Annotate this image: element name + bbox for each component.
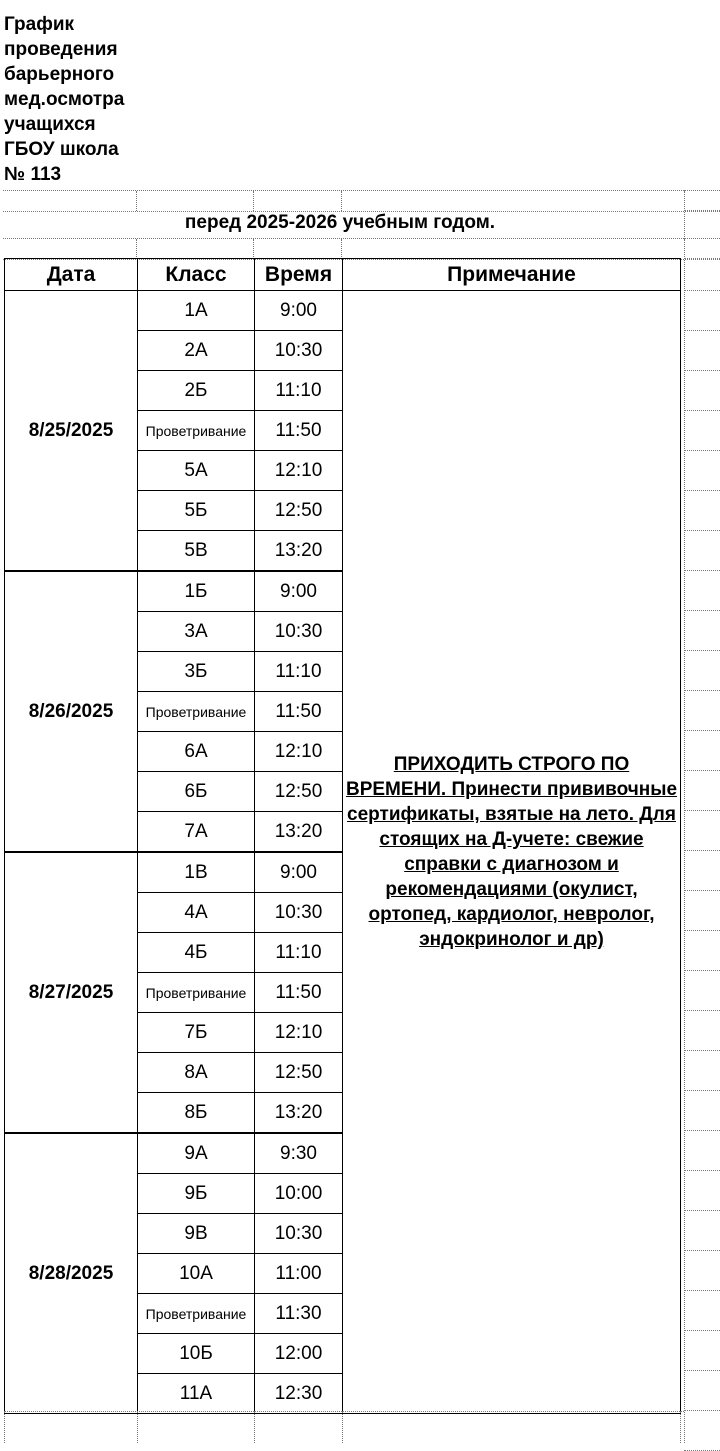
- spacer-row: [3, 238, 720, 260]
- class-cell: Проветривание: [138, 1294, 255, 1334]
- document-title: График проведения барьерного мед.осмотра учащихся ГБОУ школа № 113: [4, 14, 125, 185]
- class-cell: 6А: [138, 732, 255, 772]
- class-cell: 6Б: [138, 772, 255, 812]
- time-cell: 13:20: [255, 812, 343, 853]
- time-cell: 12:50: [255, 491, 343, 531]
- time-cell: 11:50: [255, 411, 343, 451]
- time-cell: 12:10: [255, 451, 343, 491]
- table-header-row: [5, 259, 681, 291]
- time-cell: 11:50: [255, 973, 343, 1013]
- column-header-time: Время: [255, 259, 343, 291]
- class-cell: Проветривание: [138, 692, 255, 732]
- class-cell: 1В: [138, 852, 255, 893]
- time-cell: 13:20: [255, 1093, 343, 1134]
- class-cell: 5А: [138, 451, 255, 491]
- class-cell: 8Б: [138, 1093, 255, 1134]
- class-cell: 8А: [138, 1053, 255, 1093]
- column-header-note: Примечание: [343, 259, 681, 291]
- class-cell: 9В: [138, 1214, 255, 1254]
- date-cell: 8/27/2025: [5, 852, 138, 1133]
- class-cell: 4Б: [138, 933, 255, 973]
- column-header-class: Класс: [138, 259, 255, 291]
- spacer-row: [3, 190, 720, 212]
- time-cell: 10:30: [255, 331, 343, 371]
- class-cell: 5В: [138, 531, 255, 572]
- time-cell: 9:00: [255, 571, 343, 612]
- time-cell: 12:50: [255, 1053, 343, 1093]
- time-cell: 11:10: [255, 652, 343, 692]
- note-cell: ПРИХОДИТЬ СТРОГО ПО ВРЕМЕНИ. Принести прививочные сертификаты, взятые на лето. Для стоящих на Д-учете: свежие справки с диагнозом и рекомендациями (окулист, ортопед, кардиолог, невролог, эндокринолог и др): [343, 291, 681, 1414]
- column-header-date: Дата: [5, 259, 138, 291]
- time-cell: 12:10: [255, 732, 343, 772]
- document-subtitle: перед 2025-2026 учебным годом.: [184, 212, 496, 233]
- time-cell: 13:20: [255, 531, 343, 572]
- time-cell: 10:30: [255, 612, 343, 652]
- time-cell: 11:00: [255, 1254, 343, 1294]
- time-cell: 11:10: [255, 933, 343, 973]
- class-cell: 7Б: [138, 1013, 255, 1053]
- class-cell: Проветривание: [138, 411, 255, 451]
- class-cell: 2Б: [138, 371, 255, 411]
- spare-column: [684, 190, 720, 1443]
- time-cell: 12:30: [255, 1374, 343, 1414]
- time-cell: 11:10: [255, 371, 343, 411]
- time-cell: 9:00: [255, 852, 343, 893]
- class-cell: 7А: [138, 812, 255, 853]
- class-cell: 11А: [138, 1374, 255, 1414]
- schedule-body: [5, 291, 681, 1414]
- date-cell: 8/28/2025: [5, 1133, 138, 1414]
- time-cell: 10:30: [255, 1214, 343, 1254]
- class-cell: 5Б: [138, 491, 255, 531]
- time-cell: 10:30: [255, 893, 343, 933]
- schedule-table: [4, 258, 681, 1414]
- class-cell: 1А: [138, 291, 255, 331]
- time-cell: 12:10: [255, 1013, 343, 1053]
- class-cell: 1Б: [138, 571, 255, 612]
- class-cell: 9Б: [138, 1174, 255, 1214]
- time-cell: 9:00: [255, 291, 343, 331]
- time-cell: 10:00: [255, 1174, 343, 1214]
- class-cell: 4А: [138, 893, 255, 933]
- time-cell: 11:30: [255, 1294, 343, 1334]
- class-cell: 9А: [138, 1133, 255, 1174]
- time-cell: 12:50: [255, 772, 343, 812]
- time-cell: 11:50: [255, 692, 343, 732]
- time-cell: 12:00: [255, 1334, 343, 1374]
- table-row: [5, 291, 681, 331]
- class-cell: 3Б: [138, 652, 255, 692]
- date-cell: 8/26/2025: [5, 571, 138, 852]
- class-cell: Проветривание: [138, 973, 255, 1013]
- class-cell: 2А: [138, 331, 255, 371]
- time-cell: 9:30: [255, 1133, 343, 1174]
- date-cell: 8/25/2025: [5, 291, 138, 572]
- class-cell: 10Б: [138, 1334, 255, 1374]
- class-cell: 10А: [138, 1254, 255, 1294]
- class-cell: 3А: [138, 612, 255, 652]
- spare-row: [4, 1411, 684, 1443]
